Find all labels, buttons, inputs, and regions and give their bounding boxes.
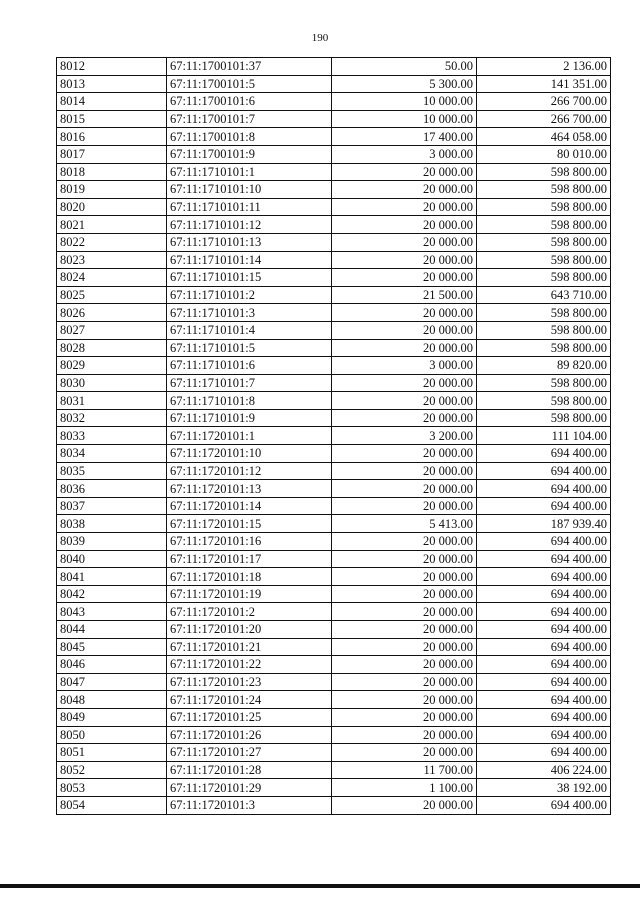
- table-row: [57, 796, 611, 814]
- table-row: [57, 304, 611, 322]
- cell-value: 598 800.00: [477, 339, 611, 357]
- cell-area: 20 000.00: [332, 726, 477, 744]
- cell-value: 141 351.00: [477, 75, 611, 93]
- cell-cadastral-number: 67:11:1710101:9: [167, 409, 332, 427]
- cell-area: 10 000.00: [332, 110, 477, 128]
- cell-cadastral-number: 67:11:1700101:37: [167, 58, 332, 76]
- cell-record-number: 8051: [57, 744, 167, 762]
- cell-area: 21 500.00: [332, 286, 477, 304]
- table-row: [57, 163, 611, 181]
- cell-record-number: 8033: [57, 427, 167, 445]
- cell-record-number: 8020: [57, 198, 167, 216]
- cell-cadastral-number: 67:11:1720101:28: [167, 761, 332, 779]
- cell-record-number: 8045: [57, 638, 167, 656]
- table-row: [57, 691, 611, 709]
- cell-record-number: 8028: [57, 339, 167, 357]
- cell-record-number: 8031: [57, 392, 167, 410]
- cell-cadastral-number: 67:11:1720101:16: [167, 533, 332, 551]
- cell-value: 266 700.00: [477, 93, 611, 111]
- cell-value: 80 010.00: [477, 145, 611, 163]
- cell-area: 20 000.00: [332, 603, 477, 621]
- cell-record-number: 8054: [57, 796, 167, 814]
- cell-value: 694 400.00: [477, 621, 611, 639]
- cell-value: 694 400.00: [477, 796, 611, 814]
- table-row: [57, 515, 611, 533]
- cell-value: 464 058.00: [477, 128, 611, 146]
- cell-area: 20 000.00: [332, 198, 477, 216]
- cell-area: 20 000.00: [332, 480, 477, 498]
- cell-cadastral-number: 67:11:1710101:3: [167, 304, 332, 322]
- cell-cadastral-number: 67:11:1720101:29: [167, 779, 332, 797]
- cell-record-number: 8038: [57, 515, 167, 533]
- table-row: [57, 251, 611, 269]
- cell-cadastral-number: 67:11:1710101:11: [167, 198, 332, 216]
- cell-area: 50.00: [332, 58, 477, 76]
- cell-area: 20 000.00: [332, 181, 477, 199]
- cell-value: 694 400.00: [477, 445, 611, 463]
- cell-record-number: 8041: [57, 568, 167, 586]
- cell-cadastral-number: 67:11:1720101:21: [167, 638, 332, 656]
- cell-record-number: 8032: [57, 409, 167, 427]
- table-row: [57, 621, 611, 639]
- cell-record-number: 8050: [57, 726, 167, 744]
- cell-record-number: 8043: [57, 603, 167, 621]
- cell-area: 20 000.00: [332, 269, 477, 287]
- cell-area: 20 000.00: [332, 304, 477, 322]
- table-row: [57, 93, 611, 111]
- cell-area: 17 400.00: [332, 128, 477, 146]
- cell-value: 598 800.00: [477, 269, 611, 287]
- cell-record-number: 8013: [57, 75, 167, 93]
- cell-record-number: 8019: [57, 181, 167, 199]
- table-row: [57, 374, 611, 392]
- cell-cadastral-number: 67:11:1700101:8: [167, 128, 332, 146]
- cell-cadastral-number: 67:11:1720101:13: [167, 480, 332, 498]
- cell-record-number: 8049: [57, 708, 167, 726]
- cell-value: 266 700.00: [477, 110, 611, 128]
- cell-cadastral-number: 67:11:1710101:10: [167, 181, 332, 199]
- cell-area: 20 000.00: [332, 656, 477, 674]
- registry-table-body: [57, 58, 611, 815]
- footer-divider: [0, 884, 640, 888]
- cell-area: 20 000.00: [332, 392, 477, 410]
- cell-record-number: 8026: [57, 304, 167, 322]
- table-row: [57, 708, 611, 726]
- cell-cadastral-number: 67:11:1720101:18: [167, 568, 332, 586]
- cell-value: 694 400.00: [477, 673, 611, 691]
- cell-area: 20 000.00: [332, 462, 477, 480]
- table-row: [57, 75, 611, 93]
- cell-value: 694 400.00: [477, 744, 611, 762]
- table-row: [57, 392, 611, 410]
- table-row: [57, 726, 611, 744]
- cell-area: 20 000.00: [332, 691, 477, 709]
- cell-value: 694 400.00: [477, 691, 611, 709]
- table-row: [57, 357, 611, 375]
- cell-area: 20 000.00: [332, 339, 477, 357]
- cell-record-number: 8025: [57, 286, 167, 304]
- cell-area: 20 000.00: [332, 445, 477, 463]
- table-row: [57, 145, 611, 163]
- table-row: [57, 533, 611, 551]
- cell-value: 38 192.00: [477, 779, 611, 797]
- cell-value: 187 939.40: [477, 515, 611, 533]
- cell-cadastral-number: 67:11:1720101:10: [167, 445, 332, 463]
- table-row: [57, 673, 611, 691]
- table-row: [57, 198, 611, 216]
- cell-area: 20 000.00: [332, 374, 477, 392]
- cell-area: 20 000.00: [332, 233, 477, 251]
- cell-value: 598 800.00: [477, 251, 611, 269]
- cell-area: 20 000.00: [332, 409, 477, 427]
- cell-cadastral-number: 67:11:1720101:1: [167, 427, 332, 445]
- cell-area: 20 000.00: [332, 321, 477, 339]
- table-row: [57, 427, 611, 445]
- cell-area: 20 000.00: [332, 216, 477, 234]
- cell-record-number: 8037: [57, 497, 167, 515]
- cell-record-number: 8018: [57, 163, 167, 181]
- table-row: [57, 638, 611, 656]
- table-row: [57, 321, 611, 339]
- registry-table: [56, 57, 611, 815]
- cell-value: 694 400.00: [477, 603, 611, 621]
- cell-value: 694 400.00: [477, 462, 611, 480]
- table-row: [57, 58, 611, 76]
- cell-value: 598 800.00: [477, 409, 611, 427]
- cell-area: 3 000.00: [332, 145, 477, 163]
- cell-record-number: 8023: [57, 251, 167, 269]
- cell-record-number: 8039: [57, 533, 167, 551]
- cell-record-number: 8052: [57, 761, 167, 779]
- cell-value: 643 710.00: [477, 286, 611, 304]
- cell-area: 20 000.00: [332, 568, 477, 586]
- cell-value: 89 820.00: [477, 357, 611, 375]
- cell-area: 20 000.00: [332, 550, 477, 568]
- cell-record-number: 8046: [57, 656, 167, 674]
- table-row: [57, 181, 611, 199]
- table-row: [57, 480, 611, 498]
- cell-cadastral-number: 67:11:1710101:7: [167, 374, 332, 392]
- cell-area: 20 000.00: [332, 621, 477, 639]
- cell-cadastral-number: 67:11:1700101:5: [167, 75, 332, 93]
- cell-value: 406 224.00: [477, 761, 611, 779]
- cell-area: 3 000.00: [332, 357, 477, 375]
- cell-record-number: 8027: [57, 321, 167, 339]
- cell-cadastral-number: 67:11:1720101:24: [167, 691, 332, 709]
- cell-area: 20 000.00: [332, 533, 477, 551]
- cell-value: 2 136.00: [477, 58, 611, 76]
- cell-area: 11 700.00: [332, 761, 477, 779]
- cell-record-number: 8016: [57, 128, 167, 146]
- cell-value: 694 400.00: [477, 550, 611, 568]
- cell-cadastral-number: 67:11:1720101:15: [167, 515, 332, 533]
- cell-area: 20 000.00: [332, 744, 477, 762]
- cell-value: 694 400.00: [477, 497, 611, 515]
- cell-area: 20 000.00: [332, 638, 477, 656]
- cell-value: 598 800.00: [477, 216, 611, 234]
- cell-cadastral-number: 67:11:1710101:13: [167, 233, 332, 251]
- table-row: [57, 233, 611, 251]
- cell-record-number: 8035: [57, 462, 167, 480]
- table-row: [57, 744, 611, 762]
- cell-record-number: 8042: [57, 585, 167, 603]
- table-row: [57, 110, 611, 128]
- table-row: [57, 497, 611, 515]
- table-row: [57, 550, 611, 568]
- table-row: [57, 462, 611, 480]
- cell-cadastral-number: 67:11:1700101:7: [167, 110, 332, 128]
- cell-value: 598 800.00: [477, 304, 611, 322]
- cell-cadastral-number: 67:11:1720101:2: [167, 603, 332, 621]
- cell-area: 20 000.00: [332, 708, 477, 726]
- cell-record-number: 8053: [57, 779, 167, 797]
- cell-area: 1 100.00: [332, 779, 477, 797]
- cell-cadastral-number: 67:11:1710101:8: [167, 392, 332, 410]
- cell-record-number: 8048: [57, 691, 167, 709]
- cell-record-number: 8030: [57, 374, 167, 392]
- cell-value: 694 400.00: [477, 726, 611, 744]
- cell-cadastral-number: 67:11:1720101:3: [167, 796, 332, 814]
- table-row: [57, 585, 611, 603]
- cell-area: 5 300.00: [332, 75, 477, 93]
- page-number: 190: [311, 32, 329, 44]
- cell-area: 3 200.00: [332, 427, 477, 445]
- cell-cadastral-number: 67:11:1720101:17: [167, 550, 332, 568]
- cell-record-number: 8034: [57, 445, 167, 463]
- cell-record-number: 8024: [57, 269, 167, 287]
- cell-cadastral-number: 67:11:1710101:6: [167, 357, 332, 375]
- cell-cadastral-number: 67:11:1710101:15: [167, 269, 332, 287]
- cell-record-number: 8012: [57, 58, 167, 76]
- cell-cadastral-number: 67:11:1720101:14: [167, 497, 332, 515]
- cell-record-number: 8015: [57, 110, 167, 128]
- cell-cadastral-number: 67:11:1720101:19: [167, 585, 332, 603]
- cell-value: 694 400.00: [477, 708, 611, 726]
- cell-cadastral-number: 67:11:1710101:5: [167, 339, 332, 357]
- cell-record-number: 8044: [57, 621, 167, 639]
- cell-record-number: 8021: [57, 216, 167, 234]
- cell-cadastral-number: 67:11:1720101:26: [167, 726, 332, 744]
- cell-cadastral-number: 67:11:1720101:23: [167, 673, 332, 691]
- cell-record-number: 8029: [57, 357, 167, 375]
- cell-cadastral-number: 67:11:1710101:14: [167, 251, 332, 269]
- cell-value: 598 800.00: [477, 374, 611, 392]
- cell-area: 20 000.00: [332, 796, 477, 814]
- table-row: [57, 779, 611, 797]
- cell-value: 694 400.00: [477, 568, 611, 586]
- cell-value: 111 104.00: [477, 427, 611, 445]
- cell-value: 694 400.00: [477, 656, 611, 674]
- cell-area: 20 000.00: [332, 163, 477, 181]
- cell-area: 5 413.00: [332, 515, 477, 533]
- cell-cadastral-number: 67:11:1720101:27: [167, 744, 332, 762]
- table-row: [57, 568, 611, 586]
- cell-cadastral-number: 67:11:1720101:25: [167, 708, 332, 726]
- table-row: [57, 445, 611, 463]
- table-row: [57, 339, 611, 357]
- cell-record-number: 8014: [57, 93, 167, 111]
- cell-value: 598 800.00: [477, 198, 611, 216]
- cell-area: 10 000.00: [332, 93, 477, 111]
- cell-value: 598 800.00: [477, 392, 611, 410]
- cell-record-number: 8047: [57, 673, 167, 691]
- cell-cadastral-number: 67:11:1710101:2: [167, 286, 332, 304]
- cell-cadastral-number: 67:11:1700101:9: [167, 145, 332, 163]
- cell-cadastral-number: 67:11:1720101:12: [167, 462, 332, 480]
- cell-value: 598 800.00: [477, 163, 611, 181]
- cell-cadastral-number: 67:11:1720101:20: [167, 621, 332, 639]
- cell-value: 598 800.00: [477, 181, 611, 199]
- cell-record-number: 8036: [57, 480, 167, 498]
- cell-cadastral-number: 67:11:1710101:1: [167, 163, 332, 181]
- cell-value: 598 800.00: [477, 321, 611, 339]
- cell-cadastral-number: 67:11:1720101:22: [167, 656, 332, 674]
- cell-area: 20 000.00: [332, 673, 477, 691]
- table-row: [57, 603, 611, 621]
- cell-area: 20 000.00: [332, 497, 477, 515]
- cell-record-number: 8040: [57, 550, 167, 568]
- table-row: [57, 269, 611, 287]
- table-row: [57, 286, 611, 304]
- table-row: [57, 761, 611, 779]
- cell-area: 20 000.00: [332, 585, 477, 603]
- cell-record-number: 8017: [57, 145, 167, 163]
- cell-cadastral-number: 67:11:1710101:4: [167, 321, 332, 339]
- cell-value: 694 400.00: [477, 480, 611, 498]
- table-row: [57, 409, 611, 427]
- cell-cadastral-number: 67:11:1710101:12: [167, 216, 332, 234]
- cell-value: 694 400.00: [477, 638, 611, 656]
- cell-record-number: 8022: [57, 233, 167, 251]
- cell-value: 694 400.00: [477, 533, 611, 551]
- table-row: [57, 656, 611, 674]
- cell-value: 694 400.00: [477, 585, 611, 603]
- table-row: [57, 128, 611, 146]
- cell-cadastral-number: 67:11:1700101:6: [167, 93, 332, 111]
- cell-area: 20 000.00: [332, 251, 477, 269]
- table-row: [57, 216, 611, 234]
- cell-value: 598 800.00: [477, 233, 611, 251]
